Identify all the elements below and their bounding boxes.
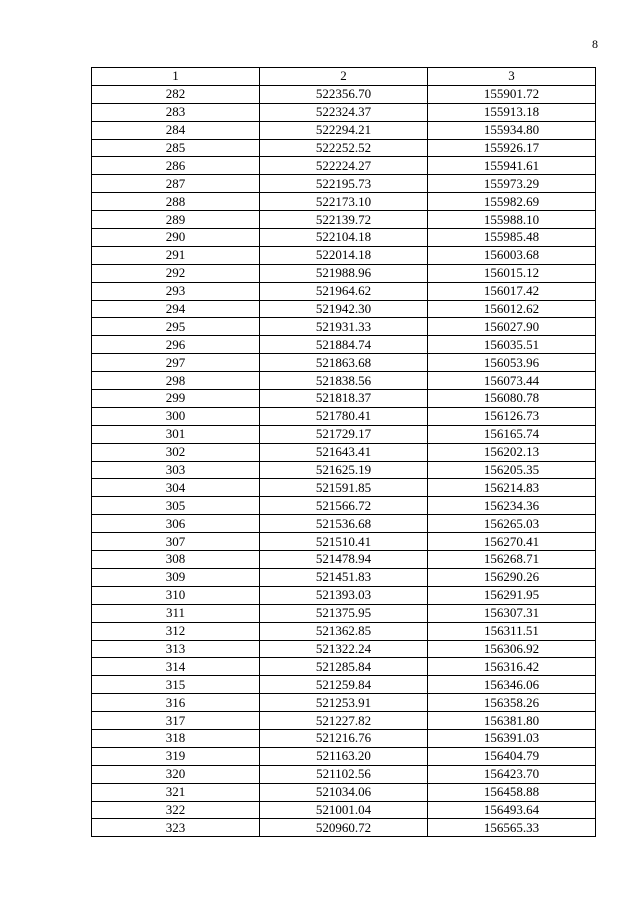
x-coordinate-cell: 521259.84	[260, 676, 428, 694]
y-coordinate-cell: 156017.42	[428, 282, 596, 300]
point-number-cell: 301	[92, 425, 260, 443]
x-coordinate-cell: 521285.84	[260, 658, 428, 676]
y-coordinate-cell: 156458.88	[428, 783, 596, 801]
point-number-cell: 314	[92, 658, 260, 676]
table-row	[92, 461, 596, 479]
x-coordinate-cell: 521625.19	[260, 461, 428, 479]
point-number-cell: 320	[92, 765, 260, 783]
y-coordinate-cell: 155926.17	[428, 139, 596, 157]
table-row	[92, 211, 596, 229]
y-coordinate-cell: 155982.69	[428, 193, 596, 211]
point-number-cell: 316	[92, 694, 260, 712]
table-row	[92, 121, 596, 139]
table-row	[92, 85, 596, 103]
y-coordinate-cell: 156015.12	[428, 264, 596, 282]
y-coordinate-cell: 156234.36	[428, 497, 596, 515]
x-coordinate-cell: 521451.83	[260, 568, 428, 586]
y-coordinate-cell: 156003.68	[428, 246, 596, 264]
x-coordinate-cell: 522224.27	[260, 157, 428, 175]
point-number-cell: 299	[92, 390, 260, 408]
x-coordinate-cell: 521536.68	[260, 515, 428, 533]
table-row	[92, 479, 596, 497]
point-number-cell: 304	[92, 479, 260, 497]
table-row	[92, 193, 596, 211]
y-coordinate-cell: 155988.10	[428, 211, 596, 229]
y-coordinate-cell: 156307.31	[428, 604, 596, 622]
table-row	[92, 640, 596, 658]
y-coordinate-cell: 156214.83	[428, 479, 596, 497]
x-coordinate-cell: 521375.95	[260, 604, 428, 622]
column-header: 3	[428, 68, 596, 86]
point-number-cell: 282	[92, 85, 260, 103]
x-coordinate-cell: 522104.18	[260, 229, 428, 247]
table-row	[92, 354, 596, 372]
point-number-cell: 294	[92, 300, 260, 318]
table-row	[92, 729, 596, 747]
y-coordinate-cell: 156202.13	[428, 443, 596, 461]
x-coordinate-cell: 521001.04	[260, 801, 428, 819]
table-row	[92, 783, 596, 801]
point-number-cell: 306	[92, 515, 260, 533]
x-coordinate-cell: 521102.56	[260, 765, 428, 783]
point-number-cell: 292	[92, 264, 260, 282]
y-coordinate-cell: 156423.70	[428, 765, 596, 783]
column-header: 2	[260, 68, 428, 86]
y-coordinate-cell: 156311.51	[428, 622, 596, 640]
x-coordinate-cell: 521227.82	[260, 712, 428, 730]
y-coordinate-cell: 156080.78	[428, 390, 596, 408]
point-number-cell: 312	[92, 622, 260, 640]
point-number-cell: 296	[92, 336, 260, 354]
table-row	[92, 765, 596, 783]
y-coordinate-cell: 156268.71	[428, 551, 596, 569]
point-number-cell: 313	[92, 640, 260, 658]
y-coordinate-cell: 156205.35	[428, 461, 596, 479]
table-row	[92, 336, 596, 354]
table-row	[92, 497, 596, 515]
y-coordinate-cell: 156035.51	[428, 336, 596, 354]
x-coordinate-cell: 521931.33	[260, 318, 428, 336]
y-coordinate-cell: 156493.64	[428, 801, 596, 819]
x-coordinate-cell: 521566.72	[260, 497, 428, 515]
point-number-cell: 307	[92, 533, 260, 551]
x-coordinate-cell: 522324.37	[260, 103, 428, 121]
table-row	[92, 318, 596, 336]
y-coordinate-cell: 156565.33	[428, 819, 596, 837]
x-coordinate-cell: 521964.62	[260, 282, 428, 300]
point-number-cell: 284	[92, 121, 260, 139]
y-coordinate-cell: 155901.72	[428, 85, 596, 103]
y-coordinate-cell: 155973.29	[428, 175, 596, 193]
y-coordinate-cell: 156346.06	[428, 676, 596, 694]
y-coordinate-cell: 156358.26	[428, 694, 596, 712]
x-coordinate-cell: 521818.37	[260, 390, 428, 408]
x-coordinate-cell: 521478.94	[260, 551, 428, 569]
point-number-cell: 302	[92, 443, 260, 461]
point-number-cell: 308	[92, 551, 260, 569]
table-row	[92, 586, 596, 604]
x-coordinate-cell: 521393.03	[260, 586, 428, 604]
page-number: 8	[592, 37, 598, 51]
table-row	[92, 658, 596, 676]
point-number-cell: 287	[92, 175, 260, 193]
y-coordinate-cell: 156270.41	[428, 533, 596, 551]
table-row	[92, 300, 596, 318]
y-coordinate-cell: 155913.18	[428, 103, 596, 121]
x-coordinate-cell: 522014.18	[260, 246, 428, 264]
table-row	[92, 622, 596, 640]
coordinates-table	[91, 67, 596, 837]
table-row	[92, 282, 596, 300]
x-coordinate-cell: 521838.56	[260, 372, 428, 390]
x-coordinate-cell: 521863.68	[260, 354, 428, 372]
y-coordinate-cell: 156404.79	[428, 747, 596, 765]
x-coordinate-cell: 521643.41	[260, 443, 428, 461]
y-coordinate-cell: 156381.80	[428, 712, 596, 730]
point-number-cell: 289	[92, 211, 260, 229]
x-coordinate-cell: 520960.72	[260, 819, 428, 837]
point-number-cell: 291	[92, 246, 260, 264]
x-coordinate-cell: 521988.96	[260, 264, 428, 282]
table-row	[92, 712, 596, 730]
table-body	[92, 85, 596, 836]
point-number-cell: 322	[92, 801, 260, 819]
x-coordinate-cell: 521034.06	[260, 783, 428, 801]
x-coordinate-cell: 521591.85	[260, 479, 428, 497]
x-coordinate-cell: 522252.52	[260, 139, 428, 157]
x-coordinate-cell: 521729.17	[260, 425, 428, 443]
y-coordinate-cell: 156126.73	[428, 407, 596, 425]
y-coordinate-cell: 155985.48	[428, 229, 596, 247]
point-number-cell: 305	[92, 497, 260, 515]
y-coordinate-cell: 156306.92	[428, 640, 596, 658]
table-row	[92, 515, 596, 533]
x-coordinate-cell: 521216.76	[260, 729, 428, 747]
table-row	[92, 533, 596, 551]
point-number-cell: 318	[92, 729, 260, 747]
point-number-cell: 290	[92, 229, 260, 247]
x-coordinate-cell: 521510.41	[260, 533, 428, 551]
table-row	[92, 103, 596, 121]
x-coordinate-cell: 521884.74	[260, 336, 428, 354]
point-number-cell: 303	[92, 461, 260, 479]
table-row	[92, 390, 596, 408]
table-row	[92, 443, 596, 461]
x-coordinate-cell: 521942.30	[260, 300, 428, 318]
x-coordinate-cell: 522173.10	[260, 193, 428, 211]
point-number-cell: 286	[92, 157, 260, 175]
point-number-cell: 293	[92, 282, 260, 300]
point-number-cell: 315	[92, 676, 260, 694]
y-coordinate-cell: 156291.95	[428, 586, 596, 604]
table-row	[92, 747, 596, 765]
x-coordinate-cell: 522294.21	[260, 121, 428, 139]
table-header-row	[92, 68, 596, 86]
x-coordinate-cell: 522139.72	[260, 211, 428, 229]
column-header: 1	[92, 68, 260, 86]
y-coordinate-cell: 156391.03	[428, 729, 596, 747]
table-row	[92, 425, 596, 443]
x-coordinate-cell: 521163.20	[260, 747, 428, 765]
point-number-cell: 309	[92, 568, 260, 586]
x-coordinate-cell: 521253.91	[260, 694, 428, 712]
table-row	[92, 694, 596, 712]
y-coordinate-cell: 156027.90	[428, 318, 596, 336]
table-row	[92, 139, 596, 157]
point-number-cell: 297	[92, 354, 260, 372]
point-number-cell: 300	[92, 407, 260, 425]
point-number-cell: 283	[92, 103, 260, 121]
x-coordinate-cell: 521780.41	[260, 407, 428, 425]
table-row	[92, 229, 596, 247]
point-number-cell: 319	[92, 747, 260, 765]
table-row	[92, 157, 596, 175]
y-coordinate-cell: 156012.62	[428, 300, 596, 318]
y-coordinate-cell: 155941.61	[428, 157, 596, 175]
table-row	[92, 819, 596, 837]
point-number-cell: 288	[92, 193, 260, 211]
y-coordinate-cell: 156165.74	[428, 425, 596, 443]
table-row	[92, 175, 596, 193]
table-row	[92, 604, 596, 622]
y-coordinate-cell: 156265.03	[428, 515, 596, 533]
table-row	[92, 264, 596, 282]
table-row	[92, 676, 596, 694]
table-row	[92, 551, 596, 569]
point-number-cell: 285	[92, 139, 260, 157]
y-coordinate-cell: 155934.80	[428, 121, 596, 139]
x-coordinate-cell: 522356.70	[260, 85, 428, 103]
point-number-cell: 311	[92, 604, 260, 622]
y-coordinate-cell: 156290.26	[428, 568, 596, 586]
table-row	[92, 801, 596, 819]
y-coordinate-cell: 156316.42	[428, 658, 596, 676]
x-coordinate-cell: 522195.73	[260, 175, 428, 193]
y-coordinate-cell: 156073.44	[428, 372, 596, 390]
y-coordinate-cell: 156053.96	[428, 354, 596, 372]
point-number-cell: 317	[92, 712, 260, 730]
x-coordinate-cell: 521362.85	[260, 622, 428, 640]
table-row	[92, 246, 596, 264]
point-number-cell: 323	[92, 819, 260, 837]
table-row	[92, 407, 596, 425]
table-row	[92, 568, 596, 586]
table-row	[92, 372, 596, 390]
point-number-cell: 298	[92, 372, 260, 390]
point-number-cell: 310	[92, 586, 260, 604]
x-coordinate-cell: 521322.24	[260, 640, 428, 658]
point-number-cell: 295	[92, 318, 260, 336]
point-number-cell: 321	[92, 783, 260, 801]
